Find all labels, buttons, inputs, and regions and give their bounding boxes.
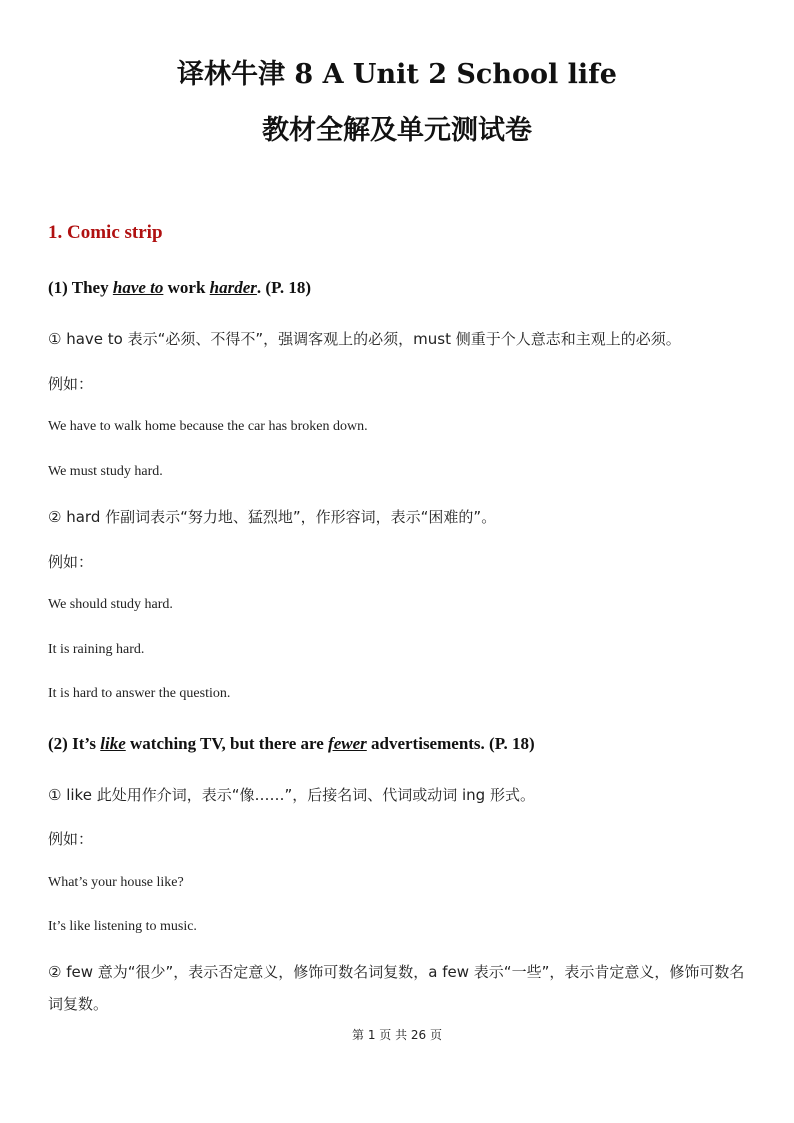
example-sentence: It’s like listening to music.: [48, 919, 197, 934]
point-heading-2: [48, 734, 535, 754]
section-heading: 1. Comic strip: [48, 222, 163, 243]
heading-text: watching TV, but there are: [125, 734, 329, 753]
example-sentence: What’s your house like?: [48, 875, 184, 890]
underlined-word: have to: [112, 278, 164, 297]
title-line-2: 教材全解及单元测试卷: [262, 115, 532, 146]
example-sentence: We must study hard.: [48, 464, 163, 479]
explanation-paragraph: ① have to 表示“必须、不得不”，强调客观上的必须，must 侧重于个人意志和主观上的必须。: [48, 330, 681, 348]
heading-text: work: [163, 278, 210, 297]
underlined-word: harder: [209, 278, 257, 297]
heading-text: . (P. 18): [256, 278, 312, 297]
page-footer: 第 1 页 共 26 页: [352, 1028, 442, 1042]
heading-text: (2) It’s: [48, 734, 101, 753]
heading-text: advertisements. (P. 18): [366, 734, 535, 753]
title-line-1: 译林牛津 8 A Unit 2 School life: [177, 59, 617, 90]
point-heading-1: [48, 278, 311, 298]
explanation-paragraph: ② few 意为“很少”，表示否定意义，修饰可数名词复数，a few 表示“一些”，表示肯定意义，修饰可数名词复数。: [48, 963, 745, 1013]
example-label: 例如：: [48, 375, 94, 393]
explanation-paragraph: ② hard 作副词表示“努力地、猛烈地”，作形容词，表示“困难的”。: [48, 508, 497, 526]
example-label: 例如：: [48, 553, 94, 571]
example-sentence: We should study hard.: [48, 597, 173, 612]
underlined-word: like: [100, 734, 126, 753]
heading-text: (1) They: [48, 278, 113, 297]
explanation-paragraph: ① like 此处用作介词，表示“像……”，后接名词、代词或动词 ing 形式。: [48, 786, 535, 804]
example-sentence: It is raining hard.: [48, 642, 145, 657]
example-sentence: It is hard to answer the question.: [48, 686, 231, 701]
underlined-word: fewer: [328, 734, 367, 753]
example-sentence: We have to walk home because the car has broken down.: [48, 419, 368, 434]
example-label: 例如：: [48, 830, 94, 848]
